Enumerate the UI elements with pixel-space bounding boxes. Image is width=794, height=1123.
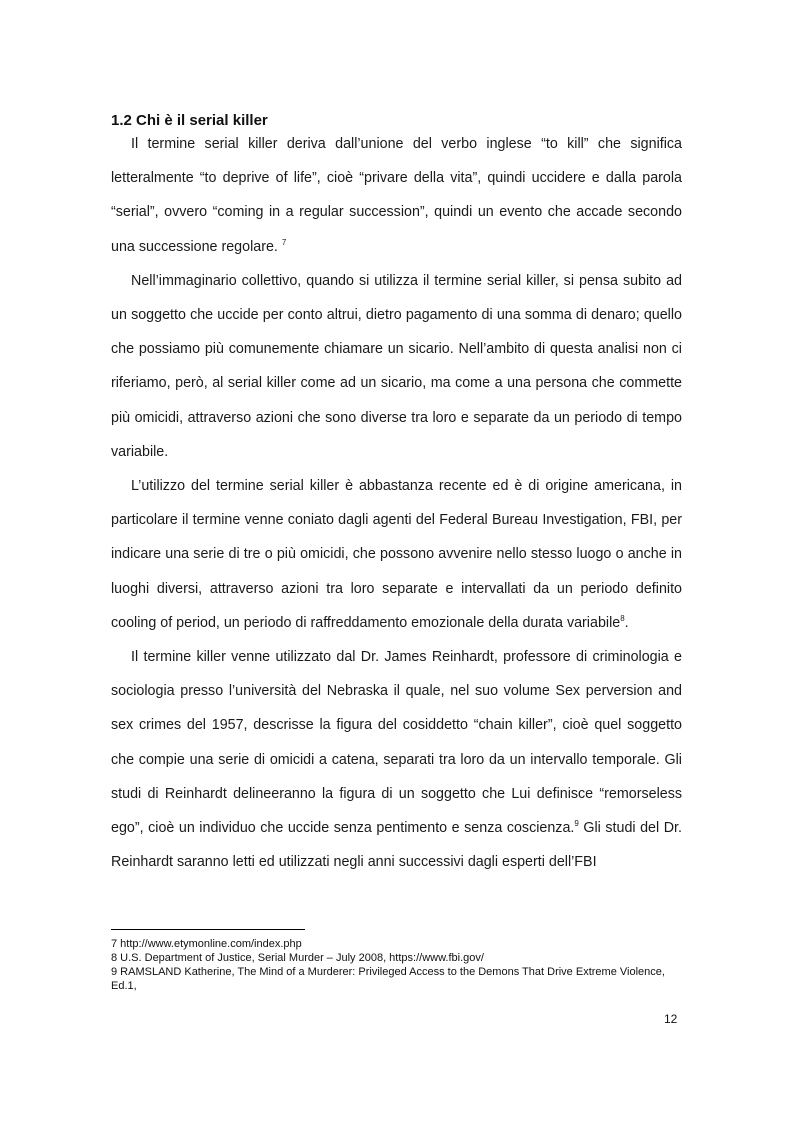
footnote-ref-7: 7 <box>281 237 287 247</box>
paragraph-3: L’utilizzo del termine serial killer è abbastanza recente ed è di origine americana, in particolare il termine venne coniato dagli agenti del Federal Bureau Investigation, FBI, per indicare una serie di tre o più omicidi, che possono avvenire nello stesso luogo o anche in luoghi diversi, attraverso azioni tra loro separate e intervallati da un periodo definito cooling of period, un periodo di raffreddamento emozionale della durata variabile$^8$. <box>111 478 682 631</box>
page-number: 12 <box>664 1012 678 1026</box>
paragraph-2: Nell’immaginario collettivo, quando si utilizza il termine serial killer, si pensa subito ad un soggetto che uccide per conto altrui, dietro pagamento di una somma di denaro; quello che possiamo più comunemente chiamare un sicario. Nell’ambito di questa analisi non ci riferiamo, però, al serial killer come ad un sicario, ma come a una persona che commette più omicidi, attraverso azioni che sono diverse tra loro e separate da un periodo di tempo variabile. <box>111 272 682 460</box>
footnote-7: 7 http://www.etymonline.com/index.php <box>111 938 302 950</box>
section-heading: 1.2 Chi è il serial killer <box>111 112 268 129</box>
footnote-8: 8 U.S. Department of Justice, Serial Murder – July 2008, https://www.fbi.gov/ <box>111 952 484 964</box>
footnote-ref-8: 8 <box>620 614 625 624</box>
footnotes <box>111 937 686 993</box>
body-text <box>111 127 682 879</box>
paragraph-4: Il termine killer venne utilizzato dal Dr. James Reinhardt, professore di criminologia e sociologia presso l’università del Nebraska il quale, nel suo volume Sex perversion and sex crimes del 1957, descrisse la figura del cosiddetto “chain killer”, cioè quel soggetto che compie una serie di omicidi a catena, separati tra loro da un intervallo temporale. Gli studi di Reinhardt delineeranno la figura di un soggetto che Lui definisce “remorseless ego”, cioè un individuo che uccide senza pentimento e senza coscienza.$^9$ Gli studi del Dr. Reinhardt saranno letti ed utilizzati negli anni successivi dagli esperti dell’FBI <box>111 649 682 871</box>
footnote-divider <box>111 929 305 930</box>
paragraph-1: Il termine serial killer deriva dall’unione del verbo inglese “to kill” che significa letteralmente “to deprive of life”, cioè “privare della vita”, quindi uccidere e dalla parola “serial”, ovvero “coming in a regular succession”, quindi un evento che accade secondo una successione regolare. $^7$ <box>111 136 682 255</box>
footnote-9: 9 RAMSLAND Katherine, The Mind of a Murderer: Privileged Access to the Demons That Drive Extreme Violence, Ed.1, <box>111 966 665 992</box>
footnote-ref-9: 9 <box>574 819 579 829</box>
